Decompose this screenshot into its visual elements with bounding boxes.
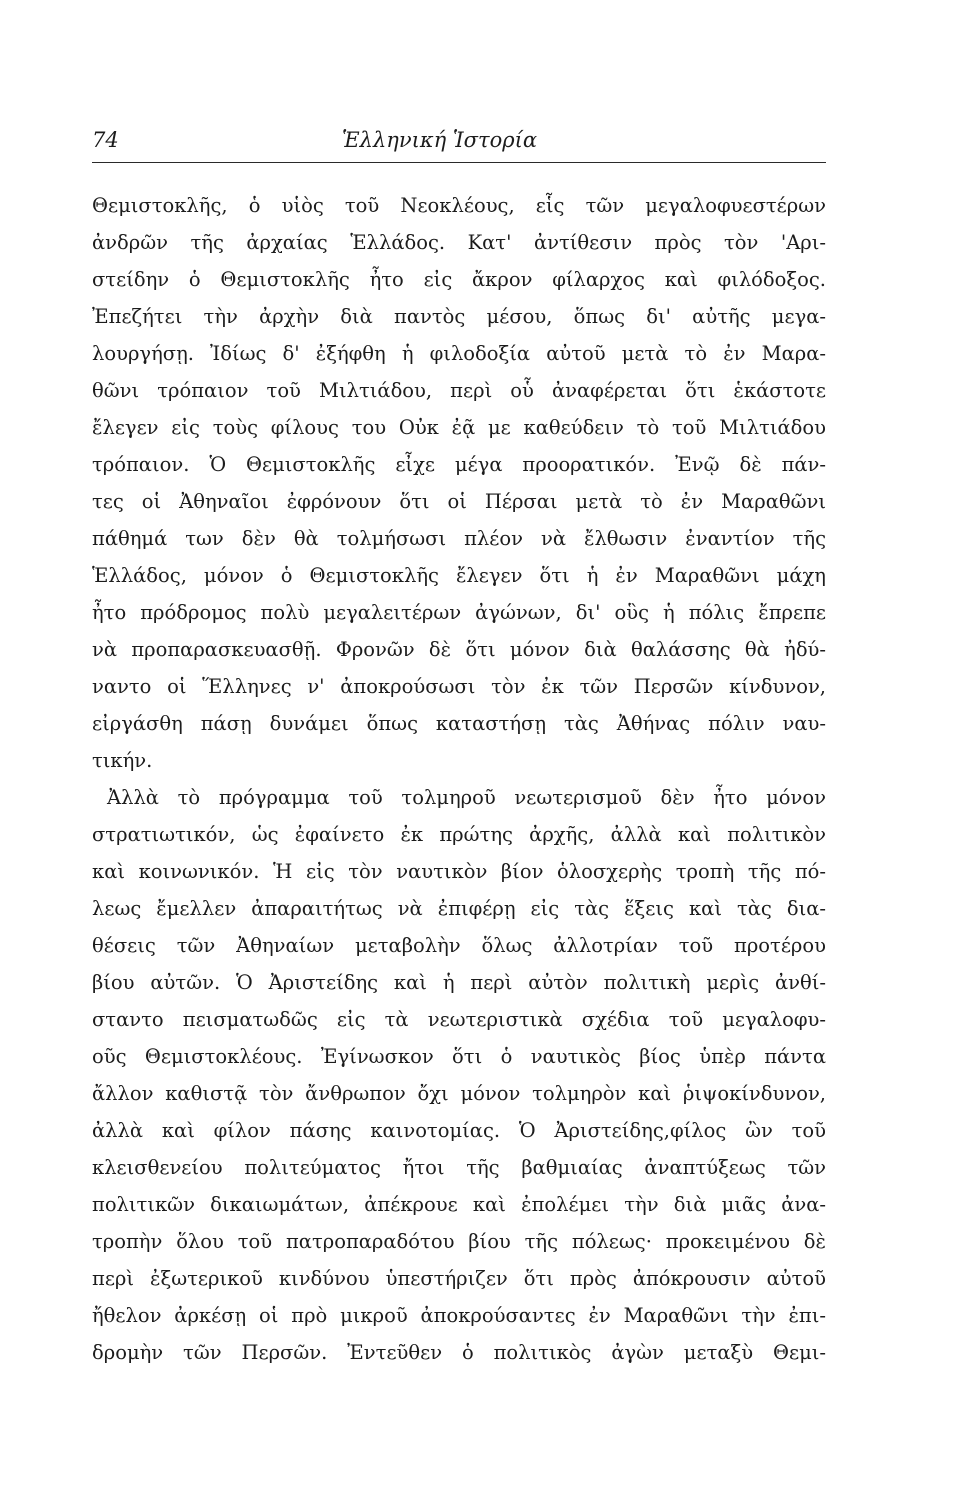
text-line: Ἐπεζήτει τὴν ἀρχὴν διὰ παντὸς μέσου, ὅπως δι' αὐτῆς μεγα- [92,305,826,328]
text-line: σταντο πεισματωδῶς εἰς τὰ νεωτεριστικὰ σχέδια τοῦ μεγαλοφυ- [92,1008,826,1031]
text-line: Ἑλλάδος, μόνον ὁ Θεμιστοκλῆς ἔλεγεν ὅτι ἡ ἐν Μαραθῶνι μάχη [92,564,826,587]
text-line: οῦς Θεμιστοκλέους. Ἐγίνωσκον ὅτι ὁ ναυτικὸς βίος ὑπὲρ πάντα [92,1045,826,1068]
text-line: ἀνδρῶν τῆς ἀρχαίας Ἑλλάδος. Κατ' ἀντίθεσιν πρὸς τὸν 'Αρι- [92,231,826,254]
text-line: στείδην ὁ Θεμιστοκλῆς ἦτο εἰς ἄκρον φίλαρχος καὶ φιλόδοξος. [92,268,826,291]
text-line: ἀλλὰ καὶ φίλον πάσης καινοτομίας. Ὁ Ἀριστείδης,φίλος ὢν τοῦ [92,1119,826,1142]
text-line: καὶ κοινωνικόν. Ἡ εἰς τὸν ναυτικὸν βίον ὁλοσχερὴς τροπὴ τῆς πό- [92,860,826,883]
text-line: ἦτο πρόδρομος πολὺ μεγαλειτέρων ἀγώνων, δι' οὓς ἡ πόλις ἔπρεπε [92,601,826,624]
text-line: τροπὴν ὅλου τοῦ πατροπαραδότου βίου τῆς πόλεως· προκειμένου δὲ [92,1230,826,1253]
book-page [92,128,826,1371]
text-line: Ἀλλὰ τὸ πρόγραμμα τοῦ τολμηροῦ νεωτερισμοῦ δὲν ἦτο μόνον [107,786,826,809]
text-line: ἤθελον ἀρκέσῃ οἱ πρὸ μικροῦ ἀποκρούσαντες ἐν Μαραθῶνι τὴν ἐπι- [92,1304,826,1327]
text-line: πάθημά των δὲν θὰ τολμήσωσι πλέον νὰ ἔλθωσιν ἐναντίον τῆς [92,527,826,550]
text-line: δρομὴν τῶν Περσῶν. Ἐντεῦθεν ὁ πολιτικὸς ἀγὼν μεταξὺ Θεμι- [92,1341,826,1364]
text-line: Θεμιστοκλῆς, ὁ υἱὸς τοῦ Νεοκλέους, εἷς τῶν μεγαλοφυεστέρων [92,194,826,217]
text-line: τρόπαιον. Ὁ Θεμιστοκλῆς εἶχε μέγα προορατικόν. Ἐνῷ δὲ πάν- [92,453,826,476]
text-line: θῶνι τρόπαιον τοῦ Μιλτιάδου, περὶ οὗ ἀναφέρεται ὅτι ἑκάστοτε [92,379,826,402]
page-number: 74 [92,128,119,152]
text-line: θέσεις τῶν Ἀθηναίων μεταβολὴν ὅλως ἀλλοτρίαν τοῦ προτέρου [92,934,826,957]
text-line: πολιτικῶν δικαιωμάτων, ἀπέκρουε καὶ ἐπολέμει τὴν διὰ μιᾶς ἀνα- [92,1193,826,1216]
text-line: κλεισθενείου πολιτεύματος ἤτοι τῆς βαθμιαίας ἀναπτύξεως τῶν [92,1156,826,1179]
text-line: τες οἱ Ἀθηναῖοι ἐφρόνουν ὅτι οἱ Πέρσαι μετὰ τὸ ἐν Μαραθῶνι [92,490,826,513]
text-line: λουργήσῃ. Ἰδίως δ' ἐξήφθη ἡ φιλοδοξία αὐτοῦ μετὰ τὸ ἐν Μαρα- [92,342,826,365]
text-line: στρατιωτικόν, ὡς ἐφαίνετο ἐκ πρώτης ἀρχῆς, ἀλλὰ καὶ πολιτικὸν [92,823,826,846]
text-line: εἰργάσθη πάσῃ δυνάμει ὅπως καταστήσῃ τὰς Ἀθήνας πόλιν ναυ- [92,712,826,735]
body-text [92,187,826,1371]
text-line: νὰ προπαρασκευασθῇ. Φρονῶν δὲ ὅτι μόνον διὰ θαλάσσης θὰ ἠδύ- [92,638,826,661]
text-line: λεως ἔμελλεν ἀπαραιτήτως νὰ ἐπιφέρῃ εἰς τὰς ἕξεις καὶ τὰς δια- [92,897,826,920]
running-title: Ἑλληνική Ἱστορία [342,128,538,152]
text-line: τικήν. [92,749,153,772]
text-line: βίου αὐτῶν. Ὁ Ἀριστείδης καὶ ἡ περὶ αὐτὸν πολιτικὴ μερὶς ἀνθί- [92,971,826,994]
text-line: περὶ ἐξωτερικοῦ κινδύνου ὑπεστήριζεν ὅτι πρὸς ἀπόκρουσιν αὐτοῦ [92,1267,826,1290]
text-line: ναντο οἱ Ἕλληνες ν' ἀποκρούσωσι τὸν ἐκ τῶν Περσῶν κίνδυνον, [92,675,826,698]
text-line: ἄλλον καθιστᾷ τὸν ἄνθρωπον ὄχι μόνον τολμηρὸν καὶ ῥιψοκίνδυνον, [92,1082,826,1105]
text-line: ἔλεγεν εἰς τοὺς φίλους του Οὐκ ἐᾷ με καθεύδειν τὸ τοῦ Μιλτιάδου [92,416,826,439]
page-header [92,128,826,163]
